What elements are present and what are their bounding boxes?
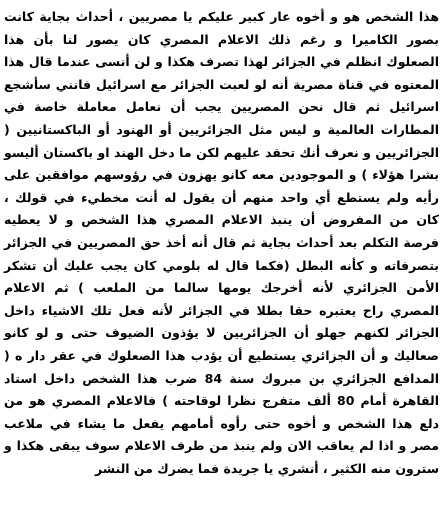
comment-paragraph: هذا الشخص هو و أخوه عار كبير عليكم يا مصريين ، أحداث بجاية كانت بصور الكاميرا و رغم ذلك الاعلام المصري كان يصور لنا بأن هذا الصعلوك انظلم في الجزائر لهذا تصرف هكذا و لن أنسى عندما قال هذا المعتوه في قناة مصرية أنه لو لعبت الجزائر مع اسرائيل فانني سأشجع اسرائيل ثم قال نحن المصريين يجب أن نعامل معاملة خاصة في المطارات العالمية و ليس مثل الجزائريين أو الهنود أو الباكستانيين ( الجزائريين و نعرف أنك تحقد عليهم لكن ما دخل الهند او باكستان أليسو بشرا هؤلاء ) و الموجودين معه كانو يهزون في رؤوسهم موافقين على رأيه ولم يستطع أي واحد منهم أن يقول له أنت مخطيء في قولك ، كان من المفروض أن ينبذ الاعلام المصري هذا الشخص و لا يعطيه فرصة التكلم بعد أحداث بجاية ثم قال أنه أخذ حق المصريين في الجزائر بتصرفاته و كأنه البطل (فكما قال له بلومي كان يجب عليك أن تشكر الأمن الجزائري لأنه أخرجك يومها سالما من الملعب ) ثم الاعلام المصري راح يعتبره حقا بطلا في الجزائر لأنه فعل تلك الاشياء داخل الجزائر لكنهم جهلو أن الجزائريين لا يؤذون الضيوف حتى و لو كانو صعاليك و أن الجزائري يستطيع أن يؤدب هذا الصعلوك في عقر دار ه ( المدافع الجزائري بن مبروك سنة 84 ضرب هذا الشخص داخل استاد القاهرة أمام 80 ألف متفرج نظرا لوقاحته ) فالاعلام المصري هو من دلع هذا الشخص و أخوه حتى رأوه أمامهم يفعل ما يشاء في ملاعب مصر و اذا لم يعاقب الان ولم ينبذ من طرف الاعلام سوف يبقى هكذا و سترون منه الكثير ، أنشري يا جريدة فما يضرك من النشر xyxy=(4,9,439,476)
